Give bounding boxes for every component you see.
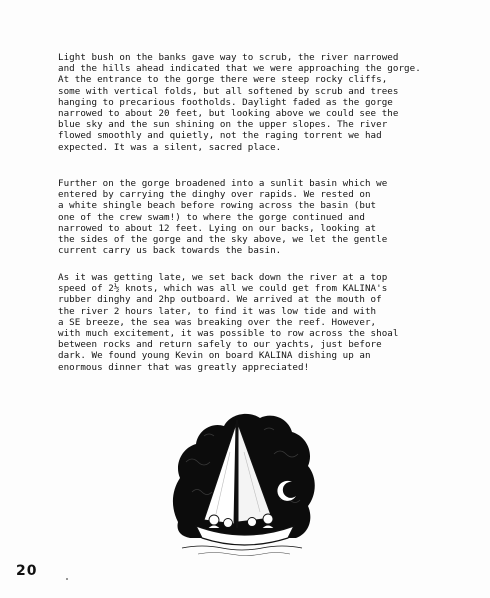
text-line: one of the crew swam!) to where the gorge continued and [58,211,365,223]
text-line: narrowed to about 12 feet. Lying on our backs, looking at [58,222,377,234]
text-line: As it was getting late, we set back down the river at a top [58,272,388,283]
dinghy-sail-illustration [168,402,320,560]
text-line: some with vertical folds, but all softened by scrub and trees [58,85,399,97]
paragraph-return-trip [58,272,458,373]
text-line: At the entrance to the gorge there were steep rocky cliffs, [58,74,388,86]
text-line: current carry us back towards the basin. [58,245,282,257]
text-line: entered by carrying the dinghy over rapids. We rested on [58,189,371,201]
text-line: a white shingle beach before rowing across the basin (but [58,200,377,212]
text-line: narrowed to about 20 feet, but looking above we could see the [58,108,399,120]
text-line: between rocks and return safely to our yachts, just before [58,339,382,351]
text-line: blue sky and the sun shining on the upper slopes. The river [58,119,388,131]
page-number: 20 [16,563,38,579]
text-line: flowed smoothly and quietly, not the raging torrent we had [58,130,382,142]
text-line: expected. It was a silent, sacred place. [58,141,282,153]
text-line: the sides of the gorge and the sky above, we let the gentle [58,234,388,246]
text-line: rubber dinghy and 2hp outboard. We arrived at the mouth of [58,294,382,306]
text-line: dark. We found young Kevin on board KALINA dishing up an [58,350,371,362]
text-line: hanging to precarious footholds. Daylight faded as the gorge [58,96,393,108]
paragraph-gorge-entrance [58,52,458,153]
text-line: Further on the gorge broadened into a sunlit basin which we [58,178,388,189]
paragraph-sunlit-basin [58,178,458,256]
text-line: and the hills ahead indicated that we were approaching the gorge. [58,63,421,75]
text-line: Light bush on the banks gave way to scrub, the river narrowed [58,52,399,63]
text-line: the river 2 hours later, to find it was low tide and with [58,305,377,317]
text-line: a SE breeze, the sea was breaking over the reef. However, [58,316,377,328]
scan-speck [66,578,68,580]
text-line: enormous dinner that was greatly appreciated! [58,361,310,373]
text-line: speed of 2½ knots, which was all we could get from KALINA's [58,283,388,295]
text-line: with much excitement, it was possible to row across the shoal [58,328,399,340]
